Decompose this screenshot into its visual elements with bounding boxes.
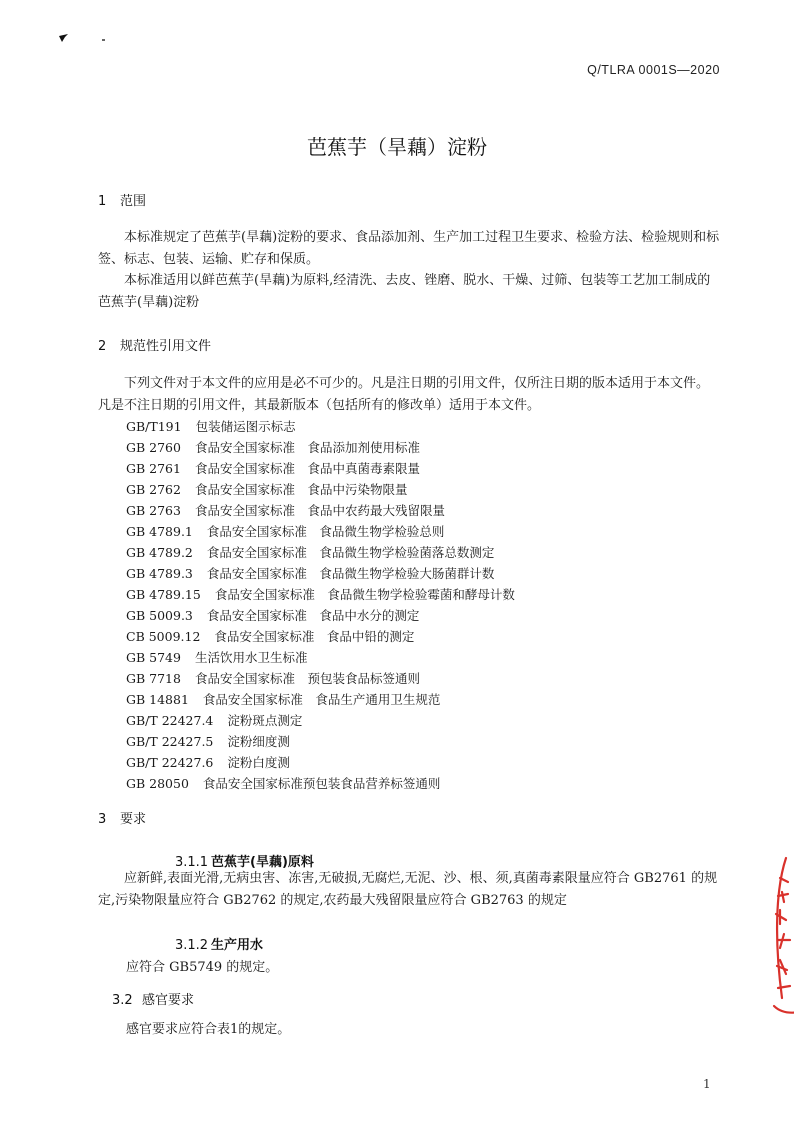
reference-code: GB 7718 <box>126 671 181 686</box>
reference-title: 食品安全国家标准 食品微生物学检验大肠菌群计数 <box>206 566 495 581</box>
section-1-paragraph-2: 本标准适用以鲜芭蕉芋(旱藕)为原料,经清洗、去皮、锉磨、脱水、干燥、过筛、包装等工艺加工制成的芭蕉芋(旱藕)淀粉 <box>98 273 711 310</box>
reference-title: 食品安全国家标准 食品添加剂使用标准 <box>194 440 420 455</box>
reference-code: GB 2763 <box>126 503 181 518</box>
subsection-3-2-heading <box>112 989 194 1008</box>
section-3-heading <box>98 808 146 827</box>
reference-item <box>126 458 515 479</box>
subsection-number: 3.1.2 <box>175 938 209 953</box>
reference-item <box>126 668 515 689</box>
reference-item <box>126 437 515 458</box>
reference-code: GB 4789.3 <box>126 566 193 581</box>
seal-stamp-fragment <box>768 848 794 1028</box>
reference-title: 食品安全国家标准 食品微生物学检验霉菌和酵母计数 <box>214 587 515 602</box>
reference-title: 食品安全国家标准 食品中水分的测定 <box>206 608 420 623</box>
reference-title: 淀粉细度测 <box>227 734 290 749</box>
reference-title: 食品安全国家标准 食品中农药最大残留限量 <box>194 503 445 518</box>
page-number: 1 <box>703 1077 711 1091</box>
reference-code: GB/T 22427.5 <box>126 734 214 749</box>
reference-title: 食品安全国家标准 预包装食品标签通则 <box>194 671 420 686</box>
reference-code: GB/T 22427.4 <box>126 713 214 728</box>
reference-code: GB 2762 <box>126 482 181 497</box>
reference-code: GB 2761 <box>126 461 181 476</box>
section-2-heading <box>98 335 211 354</box>
reference-item <box>126 584 515 605</box>
reference-title: 食品安全国家标准 食品微生物学检验菌落总数测定 <box>206 545 495 560</box>
section-1-paragraph-1: 本标准规定了芭蕉芋(旱藕)淀粉的要求、食品添加剂、生产加工过程卫生要求、检验方法、检验规则和标签、标志、包装、运输、贮存和保质。 <box>98 230 720 267</box>
subsection-3-1-2-heading <box>175 934 263 953</box>
reference-list <box>126 416 515 794</box>
section-title: 要求 <box>120 812 147 827</box>
reference-code: GB 5749 <box>126 650 181 665</box>
reference-code: GB/T 22427.6 <box>126 755 214 770</box>
reference-code: GB 28050 <box>126 776 189 791</box>
scan-speck-dot <box>102 39 105 41</box>
section-1-heading <box>98 190 146 209</box>
reference-item <box>126 647 515 668</box>
reference-title: 淀粉白度测 <box>227 755 290 770</box>
reference-item <box>126 626 515 647</box>
subsection-3-2-paragraph: 感官要求应符合表1的规定。 <box>126 1022 291 1037</box>
reference-item <box>126 500 515 521</box>
reference-title: 食品安全国家标准 食品中铅的测定 <box>214 629 415 644</box>
reference-code: GB 5009.3 <box>126 608 193 623</box>
reference-code: GB/T191 <box>126 419 182 434</box>
section-title: 规范性引用文件 <box>120 339 212 354</box>
document-number: Q/TLRA 0001S—2020 <box>587 63 720 77</box>
reference-code: GB 4789.15 <box>126 587 201 602</box>
reference-item <box>126 731 515 752</box>
section-number: 2 <box>98 339 107 354</box>
section-title: 范围 <box>120 194 147 209</box>
reference-item <box>126 752 515 773</box>
reference-item <box>126 416 515 437</box>
reference-code: GB 14881 <box>126 692 189 707</box>
section-2-paragraph: 下列文件对于本文件的应用是必不可少的。凡是注日期的引用文件，仅所注日期的版本适用于本文件。凡是不注日期的引用文件，其最新版本（包括所有的修改单）适用于本文件。 <box>98 376 710 413</box>
reference-item <box>126 479 515 500</box>
reference-item <box>126 521 515 542</box>
subsection-title: 感官要求 <box>142 993 195 1008</box>
reference-code: CB 5009.12 <box>126 629 201 644</box>
reference-title: 淀粉斑点测定 <box>227 713 303 728</box>
subsection-title: 生产用水 <box>211 938 264 953</box>
reference-title: 食品安全国家标准预包装食品营养标签通则 <box>202 776 441 791</box>
reference-title: 包装储运图示标志 <box>195 419 296 434</box>
section-number: 1 <box>98 194 107 209</box>
reference-code: GB 2760 <box>126 440 181 455</box>
reference-item <box>126 605 515 626</box>
reference-title: 食品安全国家标准 食品微生物学检验总则 <box>206 524 445 539</box>
reference-item <box>126 710 515 731</box>
reference-item <box>126 542 515 563</box>
reference-title: 食品安全国家标准 食品中真菌毒素限量 <box>194 461 420 476</box>
reference-title: 食品安全国家标准 食品中污染物限量 <box>194 482 408 497</box>
subsection-3-1-1-paragraph: 应新鲜,表面光滑,无病虫害、冻害,无破损,无腐烂,无泥、沙、根、须,真菌毒素限量应符合 GB2761 的规定,污染物限量应符合 GB2762 的规定,农药最大残留限量应符合 GB2763 的规定 <box>98 871 718 908</box>
subsection-number: 3.2 <box>112 993 133 1008</box>
section-number: 3 <box>98 812 107 827</box>
reference-code: GB 4789.1 <box>126 524 193 539</box>
subsection-title: 芭蕉芋(旱藕)原料 <box>211 855 314 870</box>
reference-item <box>126 563 515 584</box>
reference-title: 食品安全国家标准 食品生产通用卫生规范 <box>202 692 441 707</box>
reference-title: 生活饮用水卫生标准 <box>194 650 308 665</box>
scan-speck-mark <box>58 33 72 43</box>
subsection-number: 3.1.1 <box>175 855 209 870</box>
reference-code: GB 4789.2 <box>126 545 193 560</box>
document-title: 芭蕉芋（旱藕）淀粉 <box>307 135 487 159</box>
reference-item <box>126 689 515 710</box>
subsection-3-1-2-paragraph: 应符合 GB5749 的规定。 <box>126 960 279 975</box>
reference-item <box>126 773 515 794</box>
